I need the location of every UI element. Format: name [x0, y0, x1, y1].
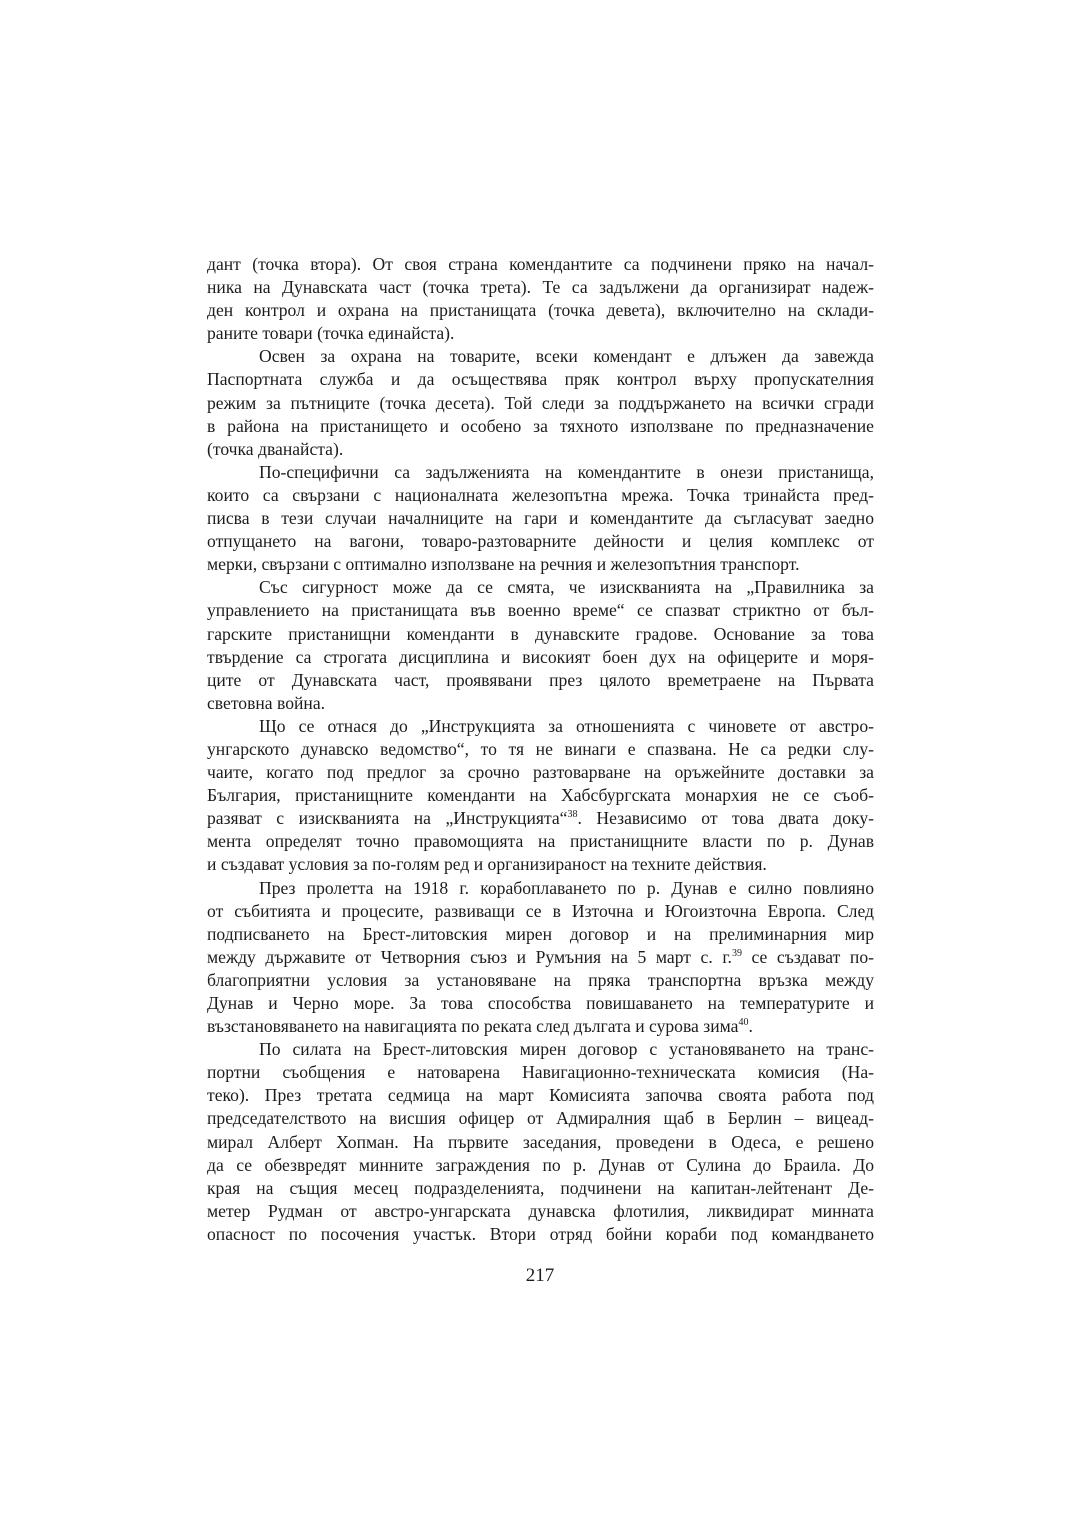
line-text: председателството на висшия офицер от Адмиралния щаб в Берлин – вицеад-	[207, 1108, 874, 1129]
text-line	[207, 692, 874, 715]
line-text: писва в тези случаи началниците на гари и комендантите да съгласуват заедно	[207, 508, 874, 529]
line-text: Що се отнася до „Инструкцията за отношенията с чиновете от австро-	[259, 715, 874, 736]
text-line	[207, 1015, 874, 1038]
text-line	[207, 853, 874, 876]
text-line	[207, 392, 874, 415]
line-text: подписването на Брест-литовския мирен договор и на прелиминарния мир	[207, 923, 874, 944]
line-text: режим за пътниците (точка десета). Той следи за поддържането на всички сгради	[207, 392, 874, 413]
text-line	[207, 807, 874, 830]
text-line	[207, 738, 874, 761]
footnote-marker: 39	[731, 947, 742, 959]
paragraph	[207, 877, 874, 1039]
line-text: През пролетта на 1918 г. корабоплаването по р. Дунав е силно повлияно	[259, 877, 874, 898]
line-text: ден контрол и охрана на пристанищата (точка девета), включително на склади-	[207, 300, 874, 321]
paragraph	[207, 253, 874, 345]
text-line	[207, 923, 874, 946]
footnote-marker: 40	[738, 1017, 749, 1029]
line-text: раните товари (точка единайста).	[207, 323, 455, 344]
line-text: мента определят точно правомощията на пристанищните власти по р. Дунав	[207, 831, 874, 852]
text-line	[207, 576, 874, 599]
line-text: разяват с изискванията на „Инструкцията“	[207, 808, 568, 829]
line-text: портни съобщения е натоварена Навигационно-техническата комисия (На-	[207, 1062, 874, 1083]
line-text: отпущането на вагони, товаро-разтоварните дейности и целия комплекс от	[207, 531, 874, 552]
text-line	[207, 1200, 874, 1223]
line-text: управлението на пристанищата във военно време“ се спазват стриктно от бъл-	[207, 600, 874, 621]
text-line	[207, 507, 874, 530]
line-text: ците от Дунавската част, проявявани през цялото времетраене на Първата	[207, 669, 874, 690]
line-text: Със сигурност може да се смята, че изискванията на „Правилника за	[259, 577, 874, 598]
text-line	[207, 900, 874, 923]
line-text: Паспортната служба и да осъществява пряк контрол върху пропускателния	[207, 369, 874, 390]
text-line	[207, 299, 874, 322]
paragraph	[207, 461, 874, 576]
line-text: твърдение са строгата дисциплина и високият боен дух на офицерите и моря-	[207, 646, 874, 667]
text-line	[207, 276, 874, 299]
text-line	[207, 830, 874, 853]
paragraph	[207, 576, 874, 715]
line-text: между държавите от Четворния съюз и Румъния на 5 март с. г.	[207, 946, 732, 967]
text-line	[207, 368, 874, 391]
line-text: България, пристанищните коменданти на Хабсбургската монархия не се съоб-	[207, 785, 874, 806]
text-line	[207, 1177, 874, 1200]
text-line	[207, 992, 874, 1015]
text-line	[207, 715, 874, 738]
line-text-continued: се създават по-	[741, 946, 874, 967]
line-text: теко). През третата седмица на март Комисията започва своята работа под	[207, 1085, 874, 1106]
line-text: Дунав и Черно море. За това способства повишаването на температурите и	[207, 993, 874, 1013]
line-text: дант (точка втора). От своя страна комендантите са подчинени пряко на начал-	[207, 254, 874, 274]
line-text: унгарското дунавско ведомство“, то тя не винаги е спазвана. Не са редки слу-	[207, 738, 874, 759]
text-line	[207, 322, 874, 345]
text-line	[207, 784, 874, 807]
text-line	[207, 877, 874, 900]
line-text: метер Рудман от австро-унгарската дунавска флотилия, ликвидират минната	[207, 1200, 874, 1221]
text-line	[207, 461, 874, 484]
line-text: гарските пристанищни коменданти в дунавските градове. Основание за това	[207, 623, 874, 644]
line-text: опасност по посочения участък. Втори отряд бойни кораби под командването	[207, 1223, 874, 1244]
text-line	[207, 1107, 874, 1130]
line-text: благоприятни условия за установяване на пряка транспортна връзка между	[207, 969, 874, 990]
line-text: в района на пристанището и особено за тяхното използване по предназначение	[207, 415, 874, 436]
text-line	[207, 646, 874, 669]
line-text: които са свързани с националната железопътна мрежа. Точка тринайста пред-	[207, 484, 874, 505]
body-text	[207, 253, 874, 1246]
line-text: възстановяването на навигацията по реката след дългата и сурова зима	[207, 1016, 739, 1037]
text-line	[207, 415, 874, 438]
page-number: 217	[525, 1265, 555, 1286]
text-line	[207, 969, 874, 992]
text-line	[207, 1154, 874, 1177]
line-text: мерки, свързани с оптимално използване на речния и железопътния транспорт.	[207, 554, 800, 575]
line-text: По-специфични са задълженията на комендантите в онези пристанища,	[259, 461, 874, 482]
text-line	[207, 1038, 874, 1061]
text-line	[207, 761, 874, 784]
text-line	[207, 669, 874, 692]
line-text: Освен за охрана на товарите, всеки комендант е длъжен да завежда	[259, 346, 874, 367]
line-text: мирал Алберт Хопман. На първите заседания, проведени в Одеса, е решено	[207, 1131, 874, 1152]
line-text-continued: .	[748, 1016, 753, 1037]
text-line	[207, 599, 874, 622]
footnote-marker: 38	[567, 809, 578, 821]
text-line	[207, 484, 874, 507]
text-line	[207, 253, 874, 276]
line-text-continued: . Независимо от това двата доку-	[577, 808, 874, 829]
line-text: от събитията и процесите, развиващи се в Източна и Югоизточна Европа. След	[207, 900, 874, 921]
text-line	[207, 438, 874, 461]
text-line	[207, 1223, 874, 1246]
text-line	[207, 946, 874, 969]
text-line	[207, 1084, 874, 1107]
text-line	[207, 345, 874, 368]
text-line	[207, 553, 874, 576]
line-text: световна война.	[207, 692, 326, 713]
paragraph	[207, 345, 874, 460]
text-line	[207, 1061, 874, 1084]
line-text: (точка дванайста).	[207, 438, 344, 459]
line-text: да се обезвредят минните заграждения по р. Дунав от Сулина до Браила. До	[207, 1154, 874, 1175]
text-line	[207, 530, 874, 553]
line-text: чаите, когато под предлог за срочно разтоварване на оръжейните доставки за	[207, 762, 874, 783]
line-text: и създават условия за по-голям ред и организираност на техните действия.	[207, 854, 767, 875]
line-text: По силата на Брест-литовския мирен договор с установяването на транс-	[259, 1039, 874, 1060]
paragraph	[207, 715, 874, 877]
paragraph	[207, 1038, 874, 1246]
text-line	[207, 1131, 874, 1154]
text-line	[207, 623, 874, 646]
line-text: края на същия месец подразделенията, подчинени на капитан-лейтенант Де-	[207, 1177, 874, 1198]
line-text: ника на Дунавската част (точка трета). Те са задължени да организират надеж-	[207, 277, 874, 298]
